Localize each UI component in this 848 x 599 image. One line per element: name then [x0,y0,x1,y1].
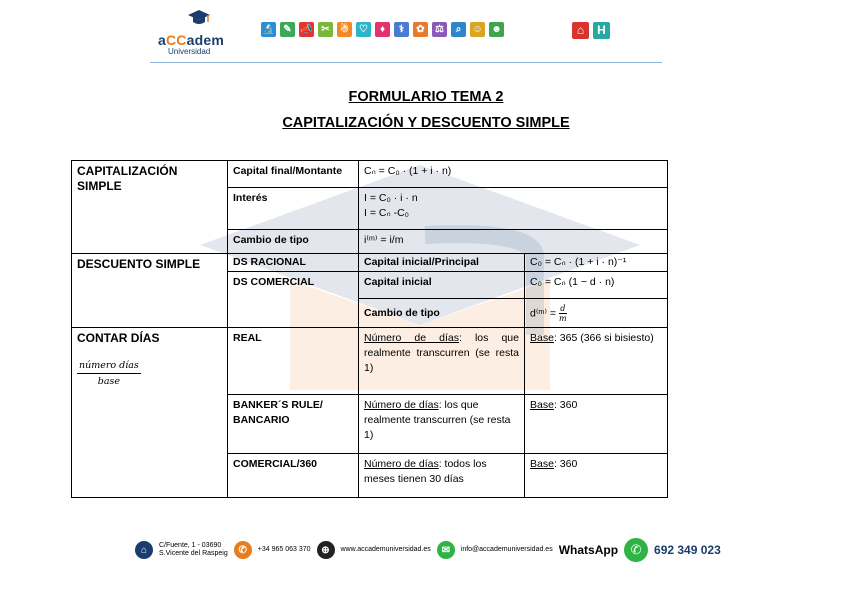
page-header [150,8,662,62]
d-m-text: d⁽ᵐ⁾ = [530,306,557,319]
document-icon: ✎ [280,22,295,37]
microscope-icon: 🔬 [262,24,275,35]
home-icon: ⌂ [135,541,153,559]
cambio-tipo-d-formula [525,299,668,328]
footer-phone: +34 965 063 370 [257,546,311,553]
figure-icon: ♦ [375,22,390,37]
megaphone-icon: 📣 [300,24,313,35]
m-denominator: m [558,313,567,323]
globe-icon: ⊕ [317,541,335,559]
days-fraction [77,358,141,389]
heart-icon: ♡ [356,22,371,37]
comercial360-base: Base: 360 [525,454,668,498]
capital-final-formula: Cₙ = C₀ · (1 + i · n) [359,161,668,188]
cambio-tipo-label: Cambio de tipo [228,230,359,254]
interes-label: Interés [228,188,359,230]
formula-table [71,160,668,498]
ds-comercial-formula: C₀ = Cₙ (1 − d · n) [525,272,668,299]
section-capitalizacion: CAPITALIZACIÓN SIMPLE [72,161,228,254]
contar-dias-label: CONTAR DÍAS [77,331,160,345]
capital-final-label: Capital final/Montante [228,161,359,188]
logo-subtitle: Universidad [168,47,211,56]
real-base: Base: 365 (366 si bisiesto) [525,328,668,395]
fraction-numerator: número días [77,358,141,374]
accadem-logo [150,8,235,58]
page-subtitle: CAPITALIZACIÓN Y DESCUENTO SIMPLE [282,115,570,131]
footer-email[interactable]: info@accademuniversidad.es [460,546,553,553]
section-descuento: DESCUENTO SIMPLE [72,254,228,328]
interes-formula-2: I = Cₙ -C₀ [364,207,410,219]
logo-brand: aCCadem [158,32,224,48]
phone-icon: ✆ [234,541,252,559]
footer-address: C/Fuente, 1 - 03690 S.Vicente del Raspeig [159,542,228,557]
mail-icon: ✉ [437,541,455,559]
institution-icons [572,22,610,39]
brain-icon: ☻ [489,22,504,37]
cambio-tipo-formula: i⁽ᵐ⁾ = i/m [359,230,668,254]
medical-icon: ⚕ [394,22,409,37]
header-divider [150,62,662,63]
hospital-icon: H [593,22,610,39]
scale-icon: ⚖ [432,22,447,37]
table-row [72,328,668,395]
whatsapp-label: WhatsApp [558,543,619,557]
graduation-cap-icon [188,10,210,26]
bankers-description: Número de días: los que realmente transcurren (se resta 1) [359,395,525,454]
whatsapp-icon: ✆ [624,538,648,562]
ds-comercial-label: DS COMERCIAL [228,272,359,328]
person-icon: ☃ [337,22,352,37]
percent-icon: ✂ [318,22,333,37]
subject-icons [261,22,504,37]
cambio-tipo-label-2: Cambio de tipo [359,299,525,328]
bankers-base: Base: 360 [525,395,668,454]
comercial360-label: COMERCIAL/360 [228,454,359,498]
real-label: REAL [228,328,359,395]
table-row [72,254,668,272]
ds-racional-label: DS RACIONAL [228,254,359,272]
d-over-m-fraction [559,304,567,323]
page-footer [135,537,721,563]
table-row [72,161,668,188]
footer-web[interactable]: www.accademuniversidad.es [340,546,431,553]
interes-formulas [359,188,668,230]
bankers-label: BANKER´S RULE/ BANCARIO [228,395,359,454]
whatsapp-phone[interactable]: 692 349 023 [654,543,721,557]
comercial360-description: Número de días: todos los meses tienen 30 días [359,454,525,498]
capital-inicial-label: Capital inicial [359,272,525,299]
gear-icon: ✿ [413,22,428,37]
search-icon: ⌕ [451,22,466,37]
section-contar-dias [72,328,228,498]
interes-formula-1: I = C₀ · i · n [364,192,418,204]
ds-racional-formula: C₀ = Cₙ · (1 + i · n)⁻¹ [525,254,668,272]
face-icon: ☺ [470,22,485,37]
building-icon: ⌂ [572,22,589,39]
real-description: Número de días: los que realmente transcurren (se resta 1) [359,328,525,395]
fraction-denominator: base [97,376,121,387]
d-numerator: d [560,303,566,313]
page-title: FORMULARIO TEMA 2 [348,89,504,105]
capital-inicial-principal-label: Capital inicial/Principal [359,254,525,272]
